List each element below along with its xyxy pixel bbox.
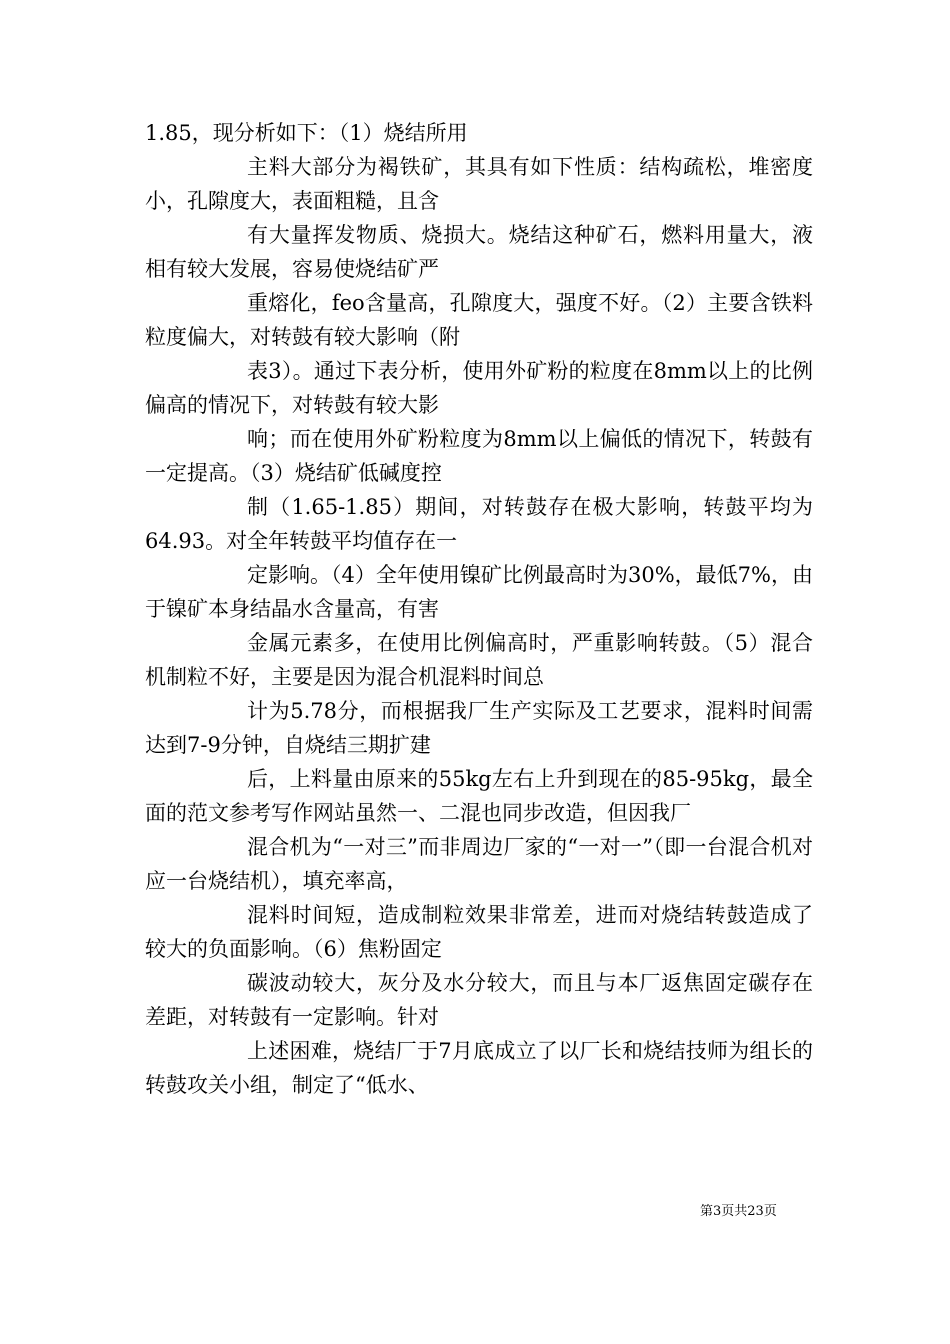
paragraph: 金属元素多，在使用比例偏高时，严重影响转鼓。（5）混合机制粒不好，主要是因为混合机混料时间总 [145, 631, 813, 689]
paragraph: 制（1.65-1.85）期间，对转鼓存在极大影响，转鼓平均为64.93。对全年转鼓平均值存在一 [145, 495, 813, 553]
paragraph: 上述困难，烧结厂于7月底成立了以厂长和烧结技师为组长的转鼓攻关小组，制定了“低水、 [145, 1039, 813, 1097]
paragraph: 碳波动较大，灰分及水分较大，而且与本厂返焦固定碳存在差距，对转鼓有一定影响。针对 [145, 971, 813, 1029]
paragraph: 定影响。（4）全年使用镍矿比例最高时为30%，最低7%，由于镍矿本身结晶水含量高，有害 [145, 563, 813, 621]
body-text [145, 116, 813, 1102]
paragraph: 计为5.78分，而根据我厂生产实际及工艺要求，混料时间需达到7-9分钟，自烧结三期扩建 [145, 699, 813, 757]
paragraph: 响；而在使用外矿粉粒度为8mm以上偏低的情况下，转鼓有一定提高。（3）烧结矿低碱度控 [145, 427, 813, 485]
paragraph: 表3）。通过下表分析，使用外矿粉的粒度在8mm以上的比例偏高的情况下，对转鼓有较大影 [145, 359, 813, 417]
paragraph: 后，上料量由原来的55kg左右上升到现在的85-95kg，最全面的范文参考写作网站虽然一、二混也同步改造，但因我厂 [145, 767, 813, 825]
paragraph: 主料大部分为褐铁矿，其具有如下性质：结构疏松，堆密度小，孔隙度大，表面粗糙，且含 [145, 155, 813, 213]
paragraph: 有大量挥发物质、烧损大。烧结这种矿石，燃料用量大，液相有较大发展，容易使烧结矿严 [145, 223, 813, 281]
paragraph: 混合机为“一对三”而非周边厂家的“一对一”（即一台混合机对应一台烧结机），填充率高， [145, 835, 813, 893]
paragraph: 1.85，现分析如下：（1）烧结所用 [145, 121, 468, 145]
paragraph: 混料时间短，造成制粒效果非常差，进而对烧结转鼓造成了较大的负面影响。（6）焦粉固定 [145, 903, 813, 961]
page-number-footer: 第3页共23页 [700, 1204, 777, 1219]
paragraph: 重熔化，feo含量高，孔隙度大，强度不好。（2）主要含铁料粒度偏大，对转鼓有较大影响（附 [145, 291, 813, 349]
